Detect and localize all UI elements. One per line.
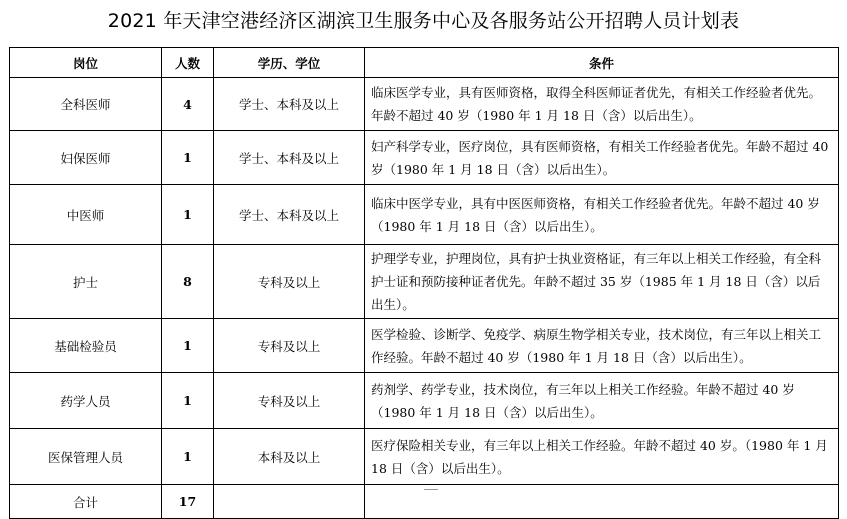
- row-education: 本科及以上: [214, 429, 365, 485]
- table-row: [10, 185, 839, 245]
- row-conditions: 临床医学专业，具有医师资格，取得全科医师证者优先，有相关工作经验者优先。年龄不超过 40 岁（1980 年 1 月 18 日（含）以后出生）。: [365, 78, 839, 131]
- row-conditions: 临床中医学专业，具有中医医师资格，有相关工作经验者优先。年龄不超过 40 岁（1980 年 1 月 18 日（含）以后出生）。: [365, 185, 839, 245]
- total-empty-education: [214, 485, 365, 519]
- row-position: 妇保医师: [10, 131, 162, 185]
- row-count: 8: [162, 245, 214, 319]
- row-count: 1: [162, 429, 214, 485]
- row-education: 学士、本科及以上: [214, 78, 365, 131]
- document-title: 2021 年天津空港经济区湖滨卫生服务中心及各服务站公开招聘人员计划表: [107, 10, 740, 32]
- row-count: 4: [162, 78, 214, 131]
- table-row: [10, 429, 839, 485]
- row-position: 药学人员: [10, 373, 162, 429]
- header-conditions: 条件: [365, 48, 839, 78]
- table-row: [10, 131, 839, 185]
- row-count: 1: [162, 131, 214, 185]
- row-education: 专科及以上: [214, 373, 365, 429]
- header-position: 岗位: [10, 48, 162, 78]
- row-position: 全科医师: [10, 78, 162, 131]
- row-conditions: 护理学专业，护理岗位，具有护士执业资格证，有三年以上相关工作经验，有全科护士证和预防接种证者优先。年龄不超过 35 岁（1985 年 1 月 18 日（含）以后出生）。: [365, 245, 839, 319]
- row-position: 基础检验员: [10, 319, 162, 373]
- row-position: 护士: [10, 245, 162, 319]
- row-education: 专科及以上: [214, 319, 365, 373]
- row-conditions: 医学检验、诊断学、免疫学、病原生物学相关专业，技术岗位，有三年以上相关工作经验。年龄不超过 40 岁（1980 年 1 月 18 日（含）以后出生）。: [365, 319, 839, 373]
- row-conditions: 药剂学、药学专业，技术岗位，有三年以上相关工作经验。年龄不超过 40 岁（1980 年 1 月 18 日（含）以后出生）。: [365, 373, 839, 429]
- row-conditions: 医疗保险相关专业，有三年以上相关工作经验。年龄不超过 40 岁。（1980 年 1 月 18 日（含）以后出生）。: [365, 429, 839, 485]
- page-edge-mark: [424, 489, 438, 495]
- header-education: 学历、学位: [214, 48, 365, 78]
- total-label: 合计: [10, 485, 162, 519]
- recruitment-plan-table: [9, 47, 839, 519]
- row-education: 专科及以上: [214, 245, 365, 319]
- header-count: 人数: [162, 48, 214, 78]
- table-row: [10, 373, 839, 429]
- table-row: [10, 319, 839, 373]
- total-count: 17: [162, 485, 214, 519]
- row-education: 学士、本科及以上: [214, 131, 365, 185]
- row-count: 1: [162, 373, 214, 429]
- row-count: 1: [162, 319, 214, 373]
- table-header-row: [10, 48, 839, 78]
- row-position: 医保管理人员: [10, 429, 162, 485]
- table-row: [10, 245, 839, 319]
- row-conditions: 妇产科学专业，医疗岗位，具有医师资格，有相关工作经验者优先。年龄不超过 40 岁（1980 年 1 月 18 日（含）以后出生）。: [365, 131, 839, 185]
- row-count: 1: [162, 185, 214, 245]
- row-education: 学士、本科及以上: [214, 185, 365, 245]
- table-row: [10, 78, 839, 131]
- row-position: 中医师: [10, 185, 162, 245]
